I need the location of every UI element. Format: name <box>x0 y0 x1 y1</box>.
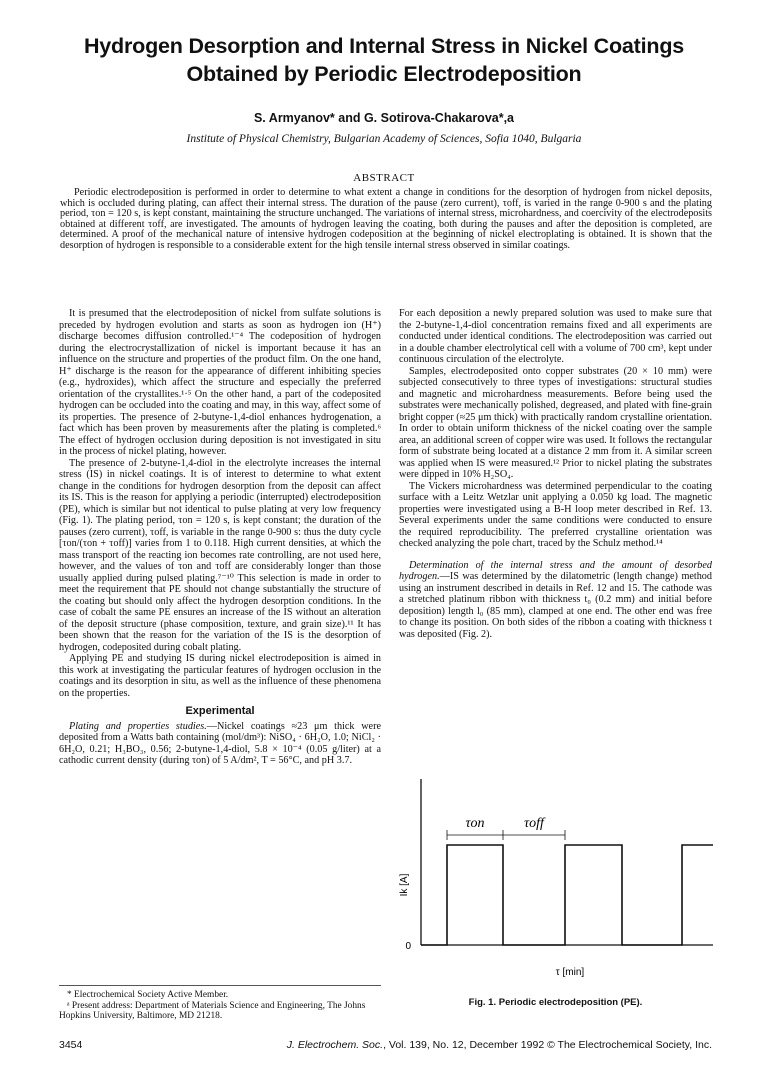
abstract-text: Periodic electrodeposition is performed in order to determine to what extent a change in conditions for the desorption of hydrogen from nickel deposits, which is occluded during plating, can affect their internal stress. The duration of the pause (zero current), τoff, is varied in the range 0-900 s and the plating period, τon = 120 s, is kept constant, maintaining the structure unchanged. The variations of internal stress, microhardness, and coercivity of the electrodeposits obtained at different τoff, are investigated. The amounts of hydrogen leaving the coating, both during the pauses and after the deposition is completed, are determined. A proof of the mechanical nature of intensive hydrogen codeposition at the beginning of nickel electroplating is obtained. It is shown that the desorption of hydrogen is responsible to a considerable extent for the high tensile internal stress observed in similar coatings. <box>60 187 712 251</box>
y-origin-label: 0 <box>405 941 411 952</box>
figure-1 <box>395 775 715 985</box>
page-number: 3454 <box>59 1039 83 1051</box>
methods-paragraph-1: For each deposition a newly prepared solution was used to make sure that the 2-butyne-1,4-diol concentration remains fixed and all experiments are conducted under identical conditions. The electrodeposition was carried out in a double chamber electrolytical cell with a volume of 700 cm³, kept under continuous circulation of the electrolyte. <box>399 308 712 365</box>
intro-paragraph-2: The presence of 2-butyne-1,4-diol in the electrolyte increases the internal stress (IS) in nickel coatings. It is of interest to determine to what extent change in the conditions for hydrogen desorption from the deposit can affect its IS. This is the reason for applying a periodic (interrupted) electrodeposition (PE), which is similar but not identical to pulse plating at very low frequency (Fig. 1). The plating period, τon = 120 s, is kept constant; the duration of the pauses (zero current), τoff, is variable in the range 0-900 s: thus the duty cycle [τon/(τon + τoff)] varies from 1 to 0.118. High current densities, at which the mass transport of the reacting ion becomes rate controlling, are not used here, however, and the values of τon and τoff are considerably longer than those usually applied during pulsed plating.⁷⁻¹⁰ This selection is made in order to meet the requirement that PE should not change substantially the structure of the coating but should only affect the hydrogen desorption conditions. In the case of cobalt the same PE ensures an increase of the IS without an alteration of the deposit structure (phase composition, texture, and grain size).¹¹ It has been shown that the reason for the variation of the IS is the desorption of hydrogen, codeposited during cobalt plating. <box>59 457 381 653</box>
figure-caption: Fig. 1. Periodic electrodeposition (PE). <box>468 997 643 1008</box>
run-in-heading-is: Determination of the internal stress and the amount of desorbed hydrogen. <box>399 559 712 582</box>
footnotes <box>59 985 381 1022</box>
footnote-address: ᵃ Present address: Department of Materials Science and Engineering, The Johns Hopkins University, Baltimore, MD 21218. <box>59 1000 366 1021</box>
methods-paragraph-4 <box>399 560 712 641</box>
paper-title: Hydrogen Desorption and Internal Stress in Nickel Coatings Obtained by Periodic Electrodeposition <box>83 34 685 86</box>
tau-off-label: τoff <box>524 816 544 831</box>
journal-name: J. Electrochem. Soc. <box>286 1039 384 1051</box>
authors: S. Armyanov* and G. Sotirova-Chakarova*,a <box>253 111 515 125</box>
affiliation: Institute of Physical Chemistry, Bulgarian Academy of Sciences, Sofia 1040, Bulgaria <box>186 133 582 145</box>
section-heading-experimental: Experimental <box>185 705 255 717</box>
intro-paragraph-1: It is presumed that the electrodeposition of nickel from sulfate solutions is preceded by hydrogen evolution and starts as soon as hydrogen ion (H⁺) discharge becomes diffusion controlled.¹⁻⁴ The codeposition of hydrogen during the electrocrystallization of nickel is important because it has an influence on the structure and properties of the product film. On the one hand, H⁺ discharge is the reason for the appearance of different inhibiting species (e.g., hydroxides), which affect the structure and especially the preferred orientation of the crystallites.¹·⁵ On the other hand, a part of the codeposited hydrogen can be occluded into the coating and may, in this way, affect some of its properties. The presence of 2-butyne-1,4-diol enhances hydrogenation, a fact which has been proven by measurements after the plating is completed.⁶ The effect of hydrogen occlusion during deposition is not investigated in situ in the process of nickel plating, however. <box>59 308 381 457</box>
abstract-heading: ABSTRACT <box>353 172 415 184</box>
methods-text-is: —IS was determined by the dilatometric (length change) method using an instrument described in details in Ref. 12 and 15. The cathode was a stretched platinum ribbon with thickness t₀ (0.2 mm) and initial before deposition) length l₀ (85 mm), clamped at one end. The other end was free to change its position. On both sides of the ribbon a coating with thickness t was deposited (Fig. 2). <box>399 571 712 640</box>
journal-citation <box>287 1039 712 1051</box>
experimental-paragraph-1 <box>59 721 381 767</box>
footnote-member: * Electrochemical Society Active Member. <box>67 990 229 1000</box>
tau-on-label: τon <box>465 816 485 831</box>
y-axis-label: Ik [A] <box>399 873 410 897</box>
intro-paragraph-3: Applying PE and studying IS during nickel electrodeposition is aimed in this work at investigating the particular features of hydrogen occlusion in the coatings and its desorption in situ, as well as the influence of these phenomena on the properties. <box>59 653 381 699</box>
journal-issue: , Vol. 139, No. 12, December 1992 © The Electrochemical Society, Inc. <box>383 1039 712 1051</box>
methods-paragraph-3: The Vickers microhardness was determined perpendicular to the coating surface with a Leitz Wetzlar unit applying a 0.050 kg load. The magnetic properties were investigated using a B-H loop meter described in Ref. 13. Several experiments under the same conditions were conducted to ensure the required reproducibility. The preferred crystalline orientation was checked analyzing the pole chart, traced by the Schulz method.¹⁴ <box>399 480 712 549</box>
x-axis-label: τ [min] <box>555 967 585 978</box>
run-in-heading: Plating and properties studies. <box>69 720 207 732</box>
pe-waveform-chart <box>395 775 715 985</box>
pulse-waveform <box>421 845 713 945</box>
page-footer <box>59 1039 712 1053</box>
methods-paragraph-2: Samples, electrodeposited onto copper substrates (20 × 10 mm) were subjected consecutively to three types of investigations: structural studies and magnetic and microhardness measurements. Before being used the substrates were mechanically polished, degreased, and plated with fine-grain bright copper (≈25 μm thick) with practically random crystalline orientation. In order to obtain uniform thickness of the nickel coating over the sample area, an additional screen of copper wire was used. It follows the rectangular form of substrate being located at a distance 2 mm from it. A similar screen was applied when IS were measured.¹² Prior to nickel plating the substrates were dipped in 10% H₂SO₄. <box>399 365 712 480</box>
right-column <box>399 308 712 640</box>
experimental-text: —Nickel coatings ≈23 μm thick were deposited from a Watts bath containing (mol/dm³): NiSO₄ · 6H₂O, 1.0; NiCl₂ · 6H₂O, 0.21; H₃BO₃, 0.56; 2-butyne-1,4-diol, 5.8 × 10⁻⁴ (0.05 g/liter) at a cathodic current density (during τon) of 5 A/dm², T = 56°C, and pH 3.7. <box>59 720 381 766</box>
left-column <box>59 308 381 767</box>
